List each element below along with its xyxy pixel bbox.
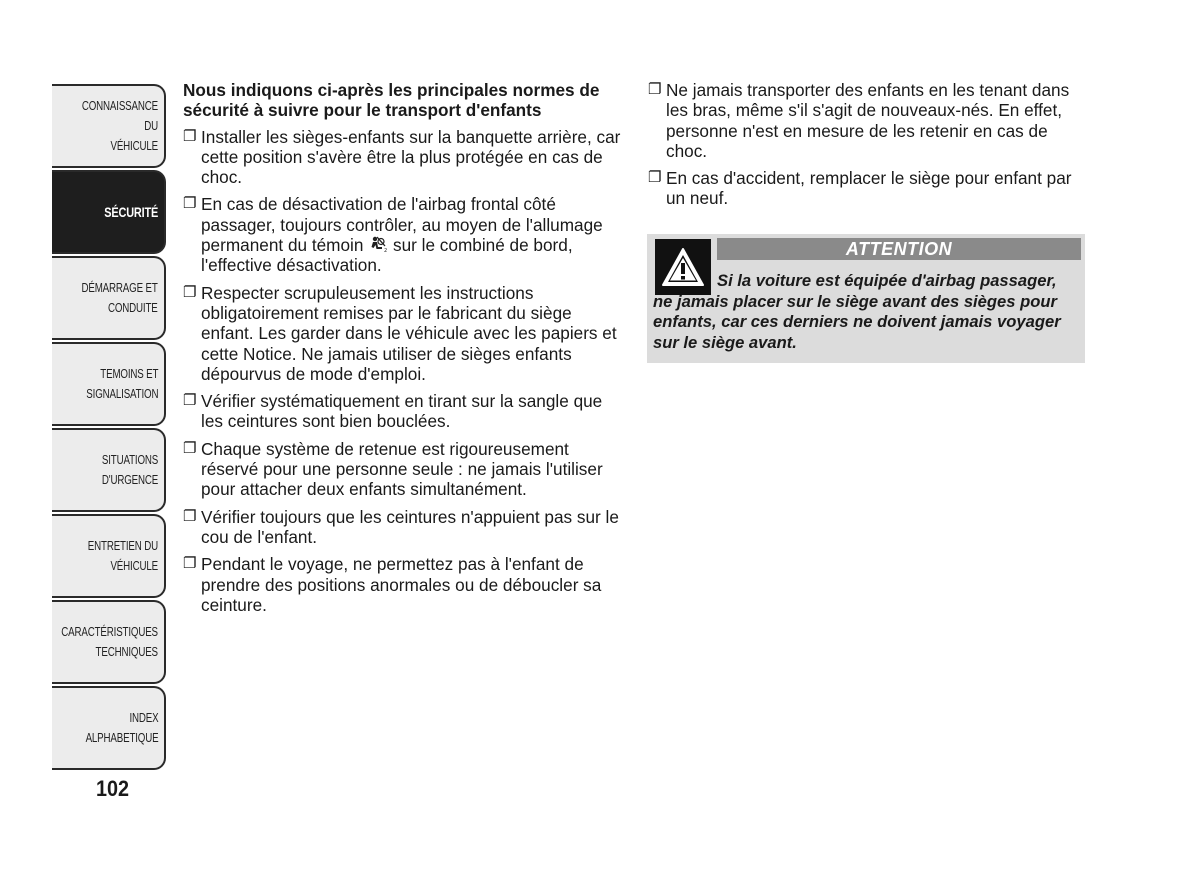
checkbox-bullet-icon: ❐ — [648, 169, 662, 187]
list-item — [183, 439, 623, 500]
checkbox-bullet-icon: ❐ — [183, 283, 197, 301]
tab-entretien-du-vehicule[interactable] — [52, 514, 166, 598]
safety-rules-list-continued — [648, 80, 1078, 209]
checkbox-bullet-icon: ❐ — [183, 555, 197, 573]
list-item-text: Vérifier systématiquement en tirant sur la sangle que les ceintures sont bien bouclées. — [201, 391, 603, 432]
list-item — [648, 80, 1078, 161]
page-number: 102 — [96, 776, 130, 801]
list-item-text: Vérifier toujours que les ceintures n'appuient pas sur le cou de l'enfant. — [201, 506, 619, 547]
list-item — [648, 168, 1078, 209]
tab-label: CONNAISSANCE DU VÉHICULE — [81, 99, 158, 153]
tab-label: SÉCURITÉ — [104, 204, 158, 220]
list-item-text-continued: sur le combiné de bord, l'effective désactivation. — [201, 235, 573, 276]
section-heading: Nous indiquons ci-après les principales normes de sécurité à suivre pour le transport d'enfants — [183, 80, 600, 121]
tab-index-alphabetique[interactable] — [52, 686, 166, 770]
list-item-text: En cas de désactivation de l'airbag frontal côté passager, toujours contrôler, au moyen de l'allumage permanent du témoin — [201, 194, 603, 256]
tab-label: INDEX ALPHABETIQUE — [85, 711, 158, 745]
tab-securite[interactable] — [52, 170, 166, 254]
tab-label: SITUATIONS D'URGENCE — [101, 453, 158, 487]
safety-rules-list — [183, 127, 623, 616]
chapter-tabs — [52, 84, 166, 772]
list-item — [183, 127, 623, 188]
checkbox-bullet-icon: ❐ — [183, 195, 197, 213]
tab-label: CARACTÉRISTIQUES TECHNIQUES — [61, 625, 158, 659]
list-item — [183, 194, 623, 275]
svg-text:2: 2 — [384, 248, 388, 254]
list-item-text: Ne jamais transporter des enfants en les tenant dans les bras, même s'il s'agit de nouveaux-nés. En effet, personne n'est en mesure de les retenir en cas de choc. — [666, 80, 1070, 161]
checkbox-bullet-icon: ❐ — [183, 439, 197, 457]
attention-warning-box — [647, 234, 1085, 363]
list-item-text: En cas d'accident, remplacer le siège pour enfant par un neuf. — [666, 168, 1072, 209]
right-column — [648, 80, 1078, 216]
list-item — [183, 283, 623, 384]
tab-label: ENTRETIEN DU VÉHICULE — [87, 539, 158, 573]
tab-label: TEMOINS ET SIGNALISATION — [85, 367, 158, 401]
checkbox-bullet-icon: ❐ — [183, 392, 197, 410]
list-item-text: Installer les sièges-enfants sur la banquette arrière, car cette position s'avère être la plus protégée en cas de choc. — [201, 126, 621, 188]
tab-temoins-et-signalisation[interactable] — [52, 342, 166, 426]
checkbox-bullet-icon: ❐ — [648, 81, 662, 98]
tab-demarrage-et-conduite[interactable] — [52, 256, 166, 340]
attention-text: Si la voiture est équipée d'airbag passager, ne jamais placer sur le siège avant des sièges pour enfants, car ces derniers ne doivent jamais voyager sur le siège avant. — [653, 271, 1061, 352]
checkbox-bullet-icon: ❐ — [183, 507, 197, 525]
tab-caracteristiques-techniques[interactable] — [52, 600, 166, 684]
checkbox-bullet-icon: ❐ — [183, 127, 197, 145]
tab-connaissance-du-vehicule[interactable] — [52, 84, 166, 168]
attention-title: ATTENTION — [717, 238, 1081, 260]
list-item — [183, 554, 623, 615]
tab-label: DÉMARRAGE ET CONDUITE — [81, 281, 158, 315]
left-column — [183, 80, 623, 622]
list-item — [183, 391, 623, 432]
list-item — [183, 507, 623, 548]
list-item-text: Respecter scrupuleusement les instructions obligatoirement remises par le fabricant du siège enfant. Les garder dans le véhicule avec les papiers et cette Notice. Ne jamais utiliser de sièges enfants dépourvus de mode d'emploi. — [201, 282, 617, 384]
list-item-text: Pendant le voyage, ne permettez pas à l'enfant de prendre des positions anormales ou de déboucler sa ceinture. — [201, 554, 602, 615]
tab-situations-d-urgence[interactable] — [52, 428, 166, 512]
list-item-text: Chaque système de retenue est rigoureusement réservé pour une personne seule : ne jamais l'utiliser pour attacher deux enfants simultanément. — [201, 438, 603, 500]
passenger-airbag-off-icon — [368, 236, 388, 253]
